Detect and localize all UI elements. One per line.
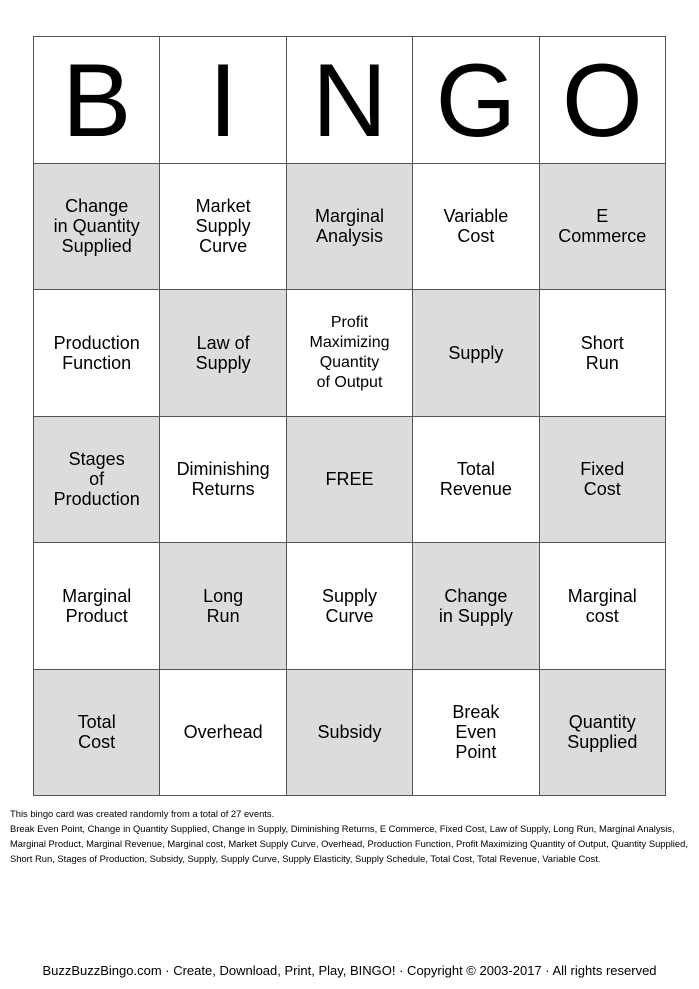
bingo-cell: [413, 543, 539, 670]
header-letter-n: N: [287, 37, 413, 164]
header-letter-g: G: [413, 37, 539, 164]
bingo-cell: [34, 290, 160, 417]
bingo-cell-text: Change in Supply: [438, 585, 513, 626]
bingo-cell: [34, 670, 160, 797]
bingo-cell-text: E Commerce: [558, 206, 647, 247]
bingo-cell-text: Marginal Analysis: [314, 206, 384, 247]
header-letter-b: B: [34, 37, 160, 164]
bingo-cell-text: Long Run: [203, 585, 244, 626]
header-letter-i: I: [160, 37, 286, 164]
bingo-cell: [287, 670, 413, 797]
bingo-cell: [413, 417, 539, 544]
bingo-cell-text: Quantity Supplied: [567, 712, 638, 753]
bingo-cell: [287, 164, 413, 291]
bingo-cell-text: Stages of Production: [53, 449, 140, 510]
bingo-cell: [287, 543, 413, 670]
bingo-cell: [413, 670, 539, 797]
bingo-cell-text: Total Cost: [77, 712, 116, 753]
bingo-cell-text: Marginal cost: [567, 585, 637, 626]
bingo-cell: [160, 417, 286, 544]
bingo-cell: [34, 543, 160, 670]
free-space-cell: [287, 417, 413, 544]
bingo-cell-text: FREE: [325, 469, 374, 490]
bingo-cell-text: Subsidy: [317, 722, 382, 743]
bingo-cell-text: Diminishing Returns: [176, 459, 270, 500]
bingo-cell-text: Variable Cost: [443, 206, 509, 247]
bingo-cell-text: Marginal Product: [62, 585, 132, 626]
bingo-cell-text: Break Even Point: [452, 702, 500, 763]
header-letter-o: O: [540, 37, 666, 164]
bingo-cell-text: Production Function: [53, 332, 140, 373]
bingo-card: [33, 36, 666, 796]
bingo-cell: [540, 164, 666, 291]
bingo-cell-text: Overhead: [183, 722, 263, 743]
bingo-cell: [540, 543, 666, 670]
bingo-cell: [287, 290, 413, 417]
site-footer: BuzzBuzzBingo.com · Create, Download, Print, Play, BINGO! · Copyright © 2003-2017 · All rights reserved: [42, 963, 657, 978]
bingo-cell-text: Law of Supply: [195, 332, 251, 373]
bingo-cell: [34, 164, 160, 291]
bingo-cell-text: Short Run: [580, 332, 624, 373]
footnote-summary: This bingo card was created randomly from a total of 27 events.: [10, 808, 275, 819]
bingo-cell: [160, 164, 286, 291]
bingo-cell: [540, 290, 666, 417]
bingo-cell-text: Supply Curve: [321, 585, 378, 626]
bingo-cell-text: Profit Maximizing Quantity of Output: [309, 313, 390, 391]
bingo-cell-text: Market Supply Curve: [195, 196, 251, 257]
bingo-cell: [34, 417, 160, 544]
bingo-cell: [160, 670, 286, 797]
bingo-cell: [413, 164, 539, 291]
bingo-cell: [540, 417, 666, 544]
bingo-cell: [160, 543, 286, 670]
bingo-cell-text: Fixed Cost: [580, 459, 625, 500]
bingo-cell-text: Total Revenue: [439, 459, 512, 500]
bingo-cell: [160, 290, 286, 417]
bingo-cell-text: Supply: [448, 342, 504, 363]
footnote-event-list: Break Even Point, Change in Quantity Supplied, Change in Supply, Diminishing Returns, E Commerce, Fixed Cost, Law of Supply, Long Run, Marginal Analysis, Marginal Product, Marginal Revenue, Marginal cost, Market Supply Curve, Overhead, Production Function, Profit Maximizing Quantity of Output, Quantity Supplied, Short Run, Stages of Production, Subsidy, Supply, Supply Curve, Supply Elasticity, Supply Schedule, Total Cost, Total Revenue, Variable Cost.: [10, 823, 688, 864]
card-footnote: [10, 806, 690, 866]
bingo-cell-text: Change in Quantity Supplied: [53, 196, 140, 257]
bingo-cell: [413, 290, 539, 417]
bingo-cell: [540, 670, 666, 797]
